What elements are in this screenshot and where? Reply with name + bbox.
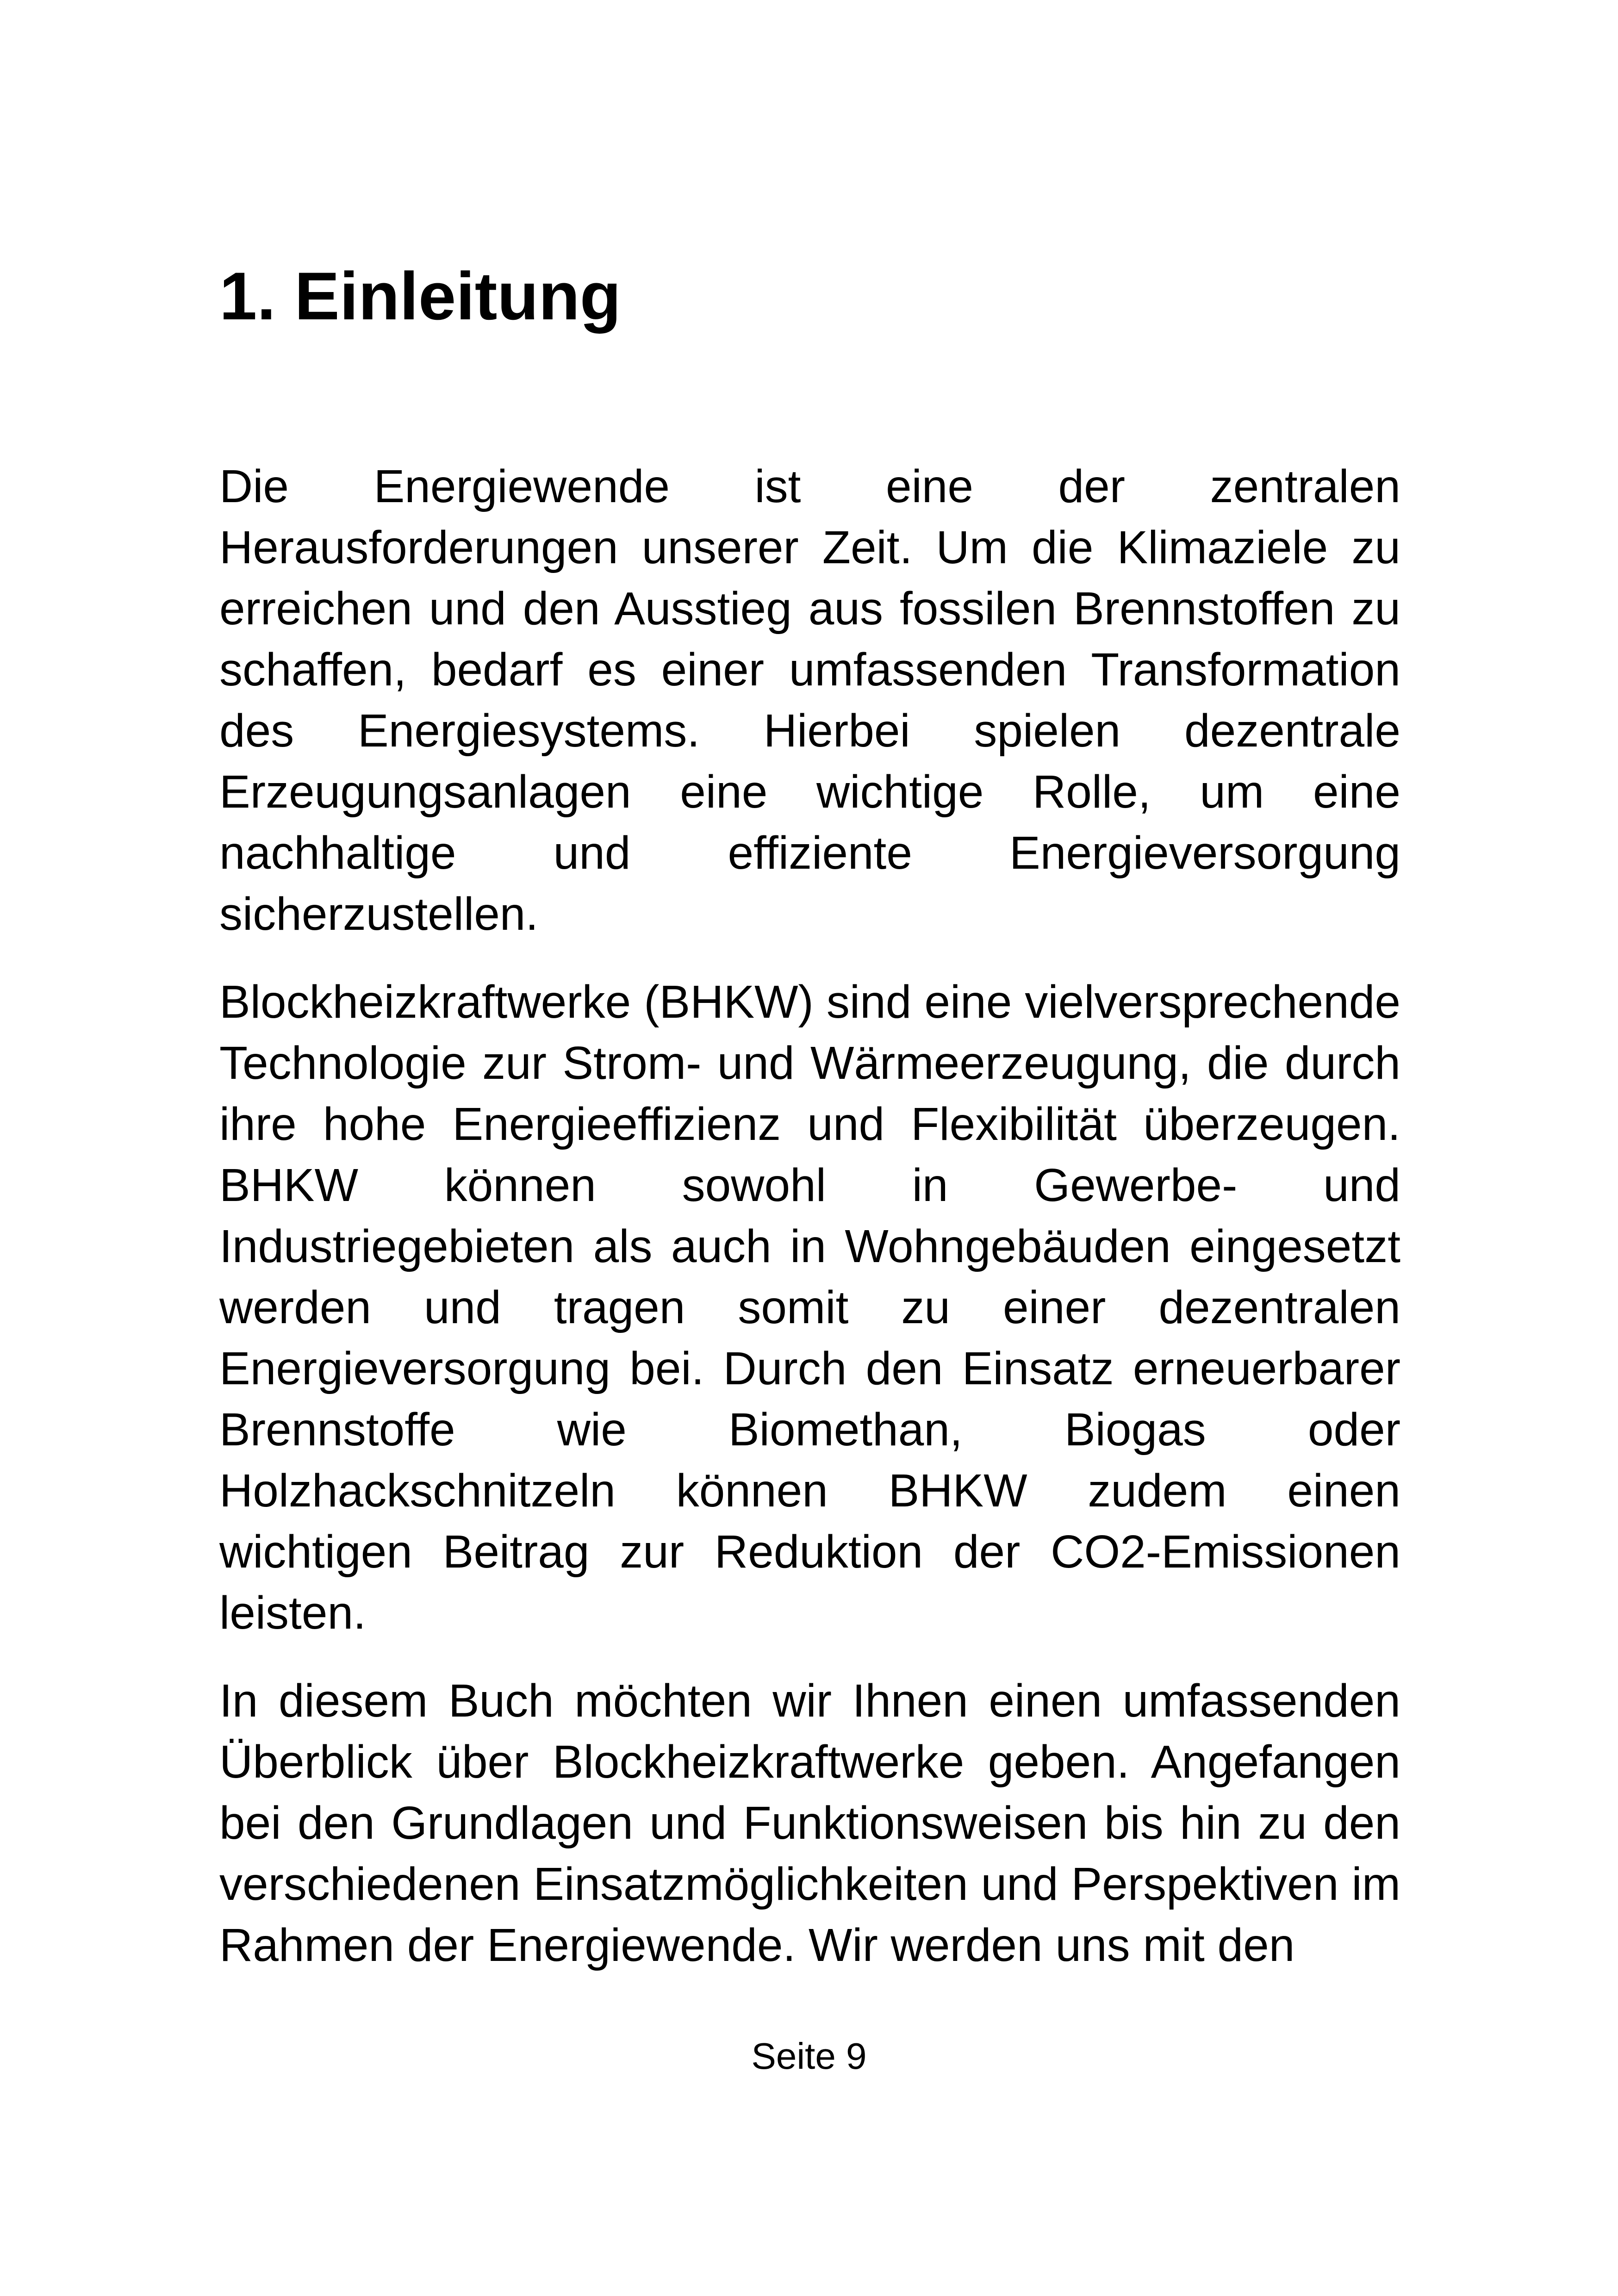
- page-number: Seite 9: [751, 2035, 867, 2077]
- paragraph-3: In diesem Buch möchten wir Ihnen einen umfassenden Überblick über Blockheizkraftwerke geben. Angefangen bei den Grundlagen und Funktionsweisen bis hin zu den verschiedenen Einsatzmöglichkeiten und Perspektiven im Rahmen der Energiewende. Wir werden uns mit den: [219, 1675, 1400, 1971]
- paragraph-2: Blockheizkraftwerke (BHKW) sind eine vielversprechende Technologie zur Strom- und Wärmeerzeugung, die durch ihre hohe Energieeffizienz und Flexibilität überzeugen. BHKW können sowohl in Gewerbe- und Industriegebieten als auch in Wohngebäuden eingesetzt werden und tragen somit zu einer dezentralen Energieversorgung bei. Durch den Einsatz erneuerbarer Brennstoffe wie Biomethan, Biogas oder Holzhackschnitzeln können BHKW zudem einen wichtigen Beitrag zur Reduktion der CO2-Emissionen leisten.: [219, 976, 1400, 1639]
- chapter-heading: 1. Einleitung: [219, 258, 621, 334]
- paragraph-1: Die Energiewende ist eine der zentralen Herausforderungen unserer Zeit. Um die Klimaziele zu erreichen und den Ausstieg aus fossilen Brennstoffen zu schaffen, bedarf es einer umfassenden Transformation des Energiesystems. Hierbei spielen dezentrale Erzeugungsanlagen eine wichtige Rolle, um eine nachhaltige und effiziente Energieversorgung sicherzustellen.: [219, 460, 1400, 940]
- body-text: [219, 456, 1400, 2003]
